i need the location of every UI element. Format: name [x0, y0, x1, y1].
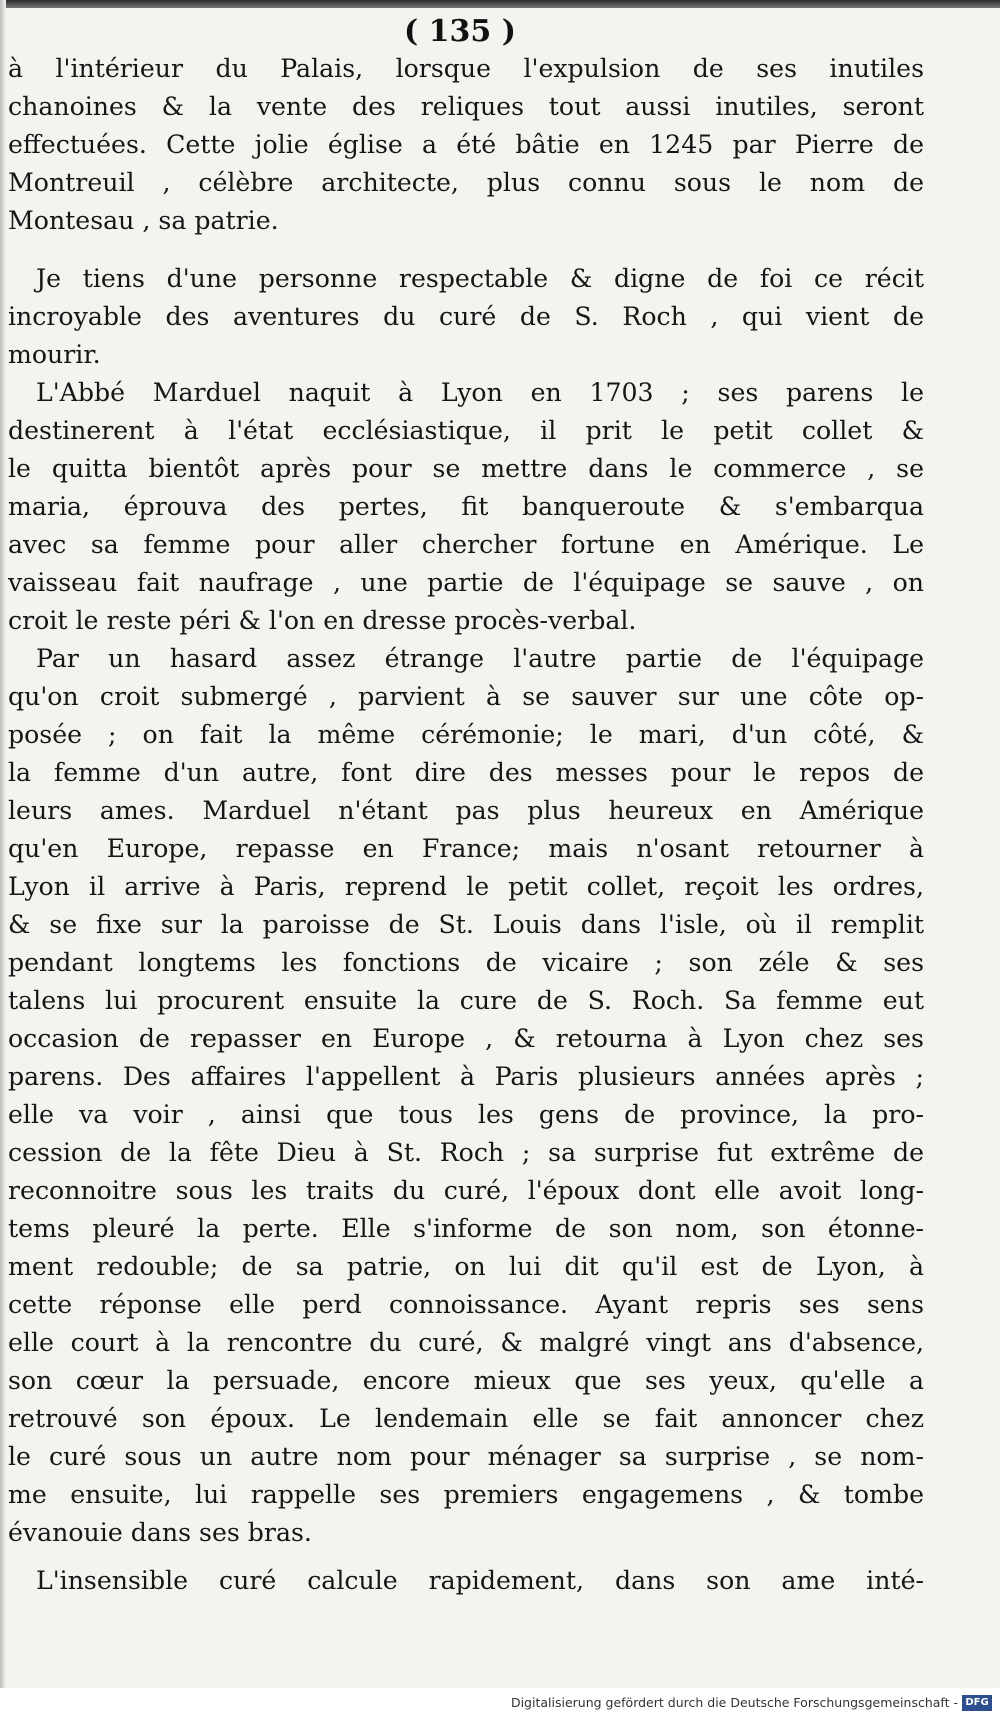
- text-line: L'insensible curé calcule rapidement, dans son ame inté-: [36, 1566, 924, 1595]
- scan-top-edge: [0, 0, 1000, 8]
- text-line: le curé sous un autre nom pour ménager sa surprise , se nom-: [8, 1442, 924, 1471]
- text-line: me ensuite, lui rappelle ses premiers engagemens , & tombe: [8, 1480, 924, 1509]
- text-line: ment redouble; de sa patrie, on lui dit qu'il est de Lyon, à: [8, 1252, 924, 1281]
- text-line: le quitta bientôt après pour se mettre dans le commerce , se: [8, 454, 924, 483]
- text-line: maria, éprouva des pertes, fit banqueroute & s'embarqua: [8, 492, 924, 521]
- text-line: destinerent à l'état ecclésiastique, il prit le petit collet &: [8, 416, 924, 445]
- text-line: & se fixe sur la paroisse de St. Louis dans l'isle, où il remplit: [8, 910, 924, 939]
- text-line: Par un hasard assez étrange l'autre partie de l'équipage: [36, 644, 924, 673]
- text-line: croit le reste péri & l'on en dresse procès-verbal.: [8, 606, 637, 635]
- text-line: retrouvé son époux. Le lendemain elle se fait annoncer chez: [8, 1404, 924, 1433]
- text-line: Je tiens d'une personne respectable & digne de foi ce récit: [36, 264, 924, 293]
- text-line: Lyon il arrive à Paris, reprend le petit collet, reçoit les ordres,: [8, 872, 924, 901]
- text-line: vaisseau fait naufrage , une partie de l'équipage se sauve , on: [8, 568, 924, 597]
- text-line: pendant longtems les fonctions de vicaire ; son zéle & ses: [8, 948, 924, 977]
- scan-left-edge: [0, 0, 6, 1716]
- text-line: elle va voir , ainsi que tous les gens de province, la pro-: [8, 1100, 924, 1129]
- dfg-logo: DFG: [962, 1695, 992, 1711]
- text-line: à l'intérieur du Palais, lorsque l'expulsion de ses inutiles: [8, 54, 924, 83]
- text-line: L'Abbé Marduel naquit à Lyon en 1703 ; ses parens le: [36, 378, 924, 407]
- text-line: évanouie dans ses bras.: [8, 1518, 312, 1547]
- text-line: reconnoitre sous les traits du curé, l'époux dont elle avoit long-: [8, 1176, 924, 1205]
- text-line: la femme d'un autre, font dire des messes pour le repos de: [8, 758, 924, 787]
- text-line: avec sa femme pour aller chercher fortune en Amérique. Le: [8, 530, 924, 559]
- footer-bar: [0, 1688, 1000, 1716]
- text-line: qu'en Europe, repasse en France; mais n'osant retourner à: [8, 834, 924, 863]
- text-line: cession de la fête Dieu à St. Roch ; sa surprise fut extrême de: [8, 1138, 924, 1167]
- text-line: qu'on croit submergé , parvient à se sauver sur une côte op-: [8, 682, 924, 711]
- text-line: elle court à la rencontre du curé, & malgré vingt ans d'absence,: [8, 1328, 924, 1357]
- text-line: occasion de repasser en Europe , & retourna à Lyon chez ses: [8, 1024, 924, 1053]
- text-line: mourir.: [8, 340, 101, 369]
- text-line: posée ; on fait la même cérémonie; le mari, d'un côté, &: [8, 720, 924, 749]
- funding-credit: Digitalisierung gefördert durch die Deutsche Forschungsgemeinschaft -: [510, 1695, 958, 1710]
- text-line: chanoines & la vente des reliques tout aussi inutiles, seront: [8, 92, 924, 121]
- text-line: incroyable des aventures du curé de S. Roch , qui vient de: [8, 302, 924, 331]
- text-line: leurs ames. Marduel n'étant pas plus heureux en Amérique: [8, 796, 924, 825]
- text-line: effectuées. Cette jolie église a été bâtie en 1245 par Pierre de: [8, 130, 924, 159]
- text-line: talens lui procurent ensuite la cure de S. Roch. Sa femme eut: [8, 986, 924, 1015]
- text-line: Montreuil , célèbre architecte, plus connu sous le nom de: [8, 168, 924, 197]
- page-number: ( 135 ): [404, 14, 516, 49]
- text-line: son cœur la persuade, encore mieux que ses yeux, qu'elle a: [8, 1366, 924, 1395]
- text-line: Montesau , sa patrie.: [8, 206, 279, 235]
- text-line: cette réponse elle perd connoissance. Ayant repris ses sens: [8, 1290, 924, 1319]
- text-line: tems pleuré la perte. Elle s'informe de son nom, son étonne-: [8, 1214, 924, 1243]
- text-line: parens. Des affaires l'appellent à Paris plusieurs années après ;: [8, 1062, 924, 1091]
